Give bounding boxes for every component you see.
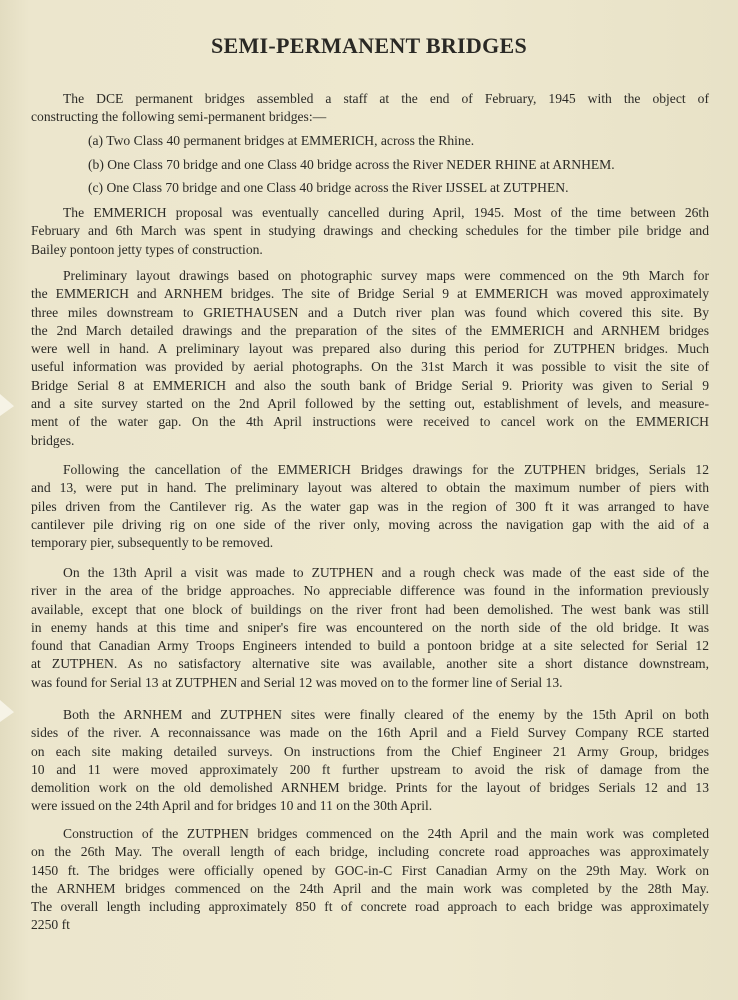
text-line: Following the cancellation of the EMMERICH Bridges drawings for the ZUTPHEN bridges, Serials 12 [63, 462, 709, 477]
text-line: the 2nd March detailed drawings and the preparation of the sites of the EMMERICH and ARNHEM bridges [31, 322, 709, 338]
text-line: the ARNHEM bridges commenced on the 24th April and the main work was completed by the 28th May. [31, 880, 709, 896]
paragraph [31, 267, 709, 450]
text-line: constructing the following semi-permanent bridges:— [31, 109, 327, 125]
text-line: 2250 ft [31, 917, 70, 933]
text-line: cantilever pile driving rig on one side of the river only, moving across the navigation gap with the aid of a [31, 516, 709, 532]
text-line: Bridge Serial 8 at EMMERICH and also the south bank of Bridge Serial 9. Priority was given to Serial 9 [31, 377, 709, 393]
page-title: SEMI-PERMANENT BRIDGES [210, 33, 528, 58]
text-line: February and 6th March was spent in studying drawings and checking schedules for the timber pile bridge and [31, 223, 709, 239]
text-line: were well in hand. A preliminary layout was prepared also during this period for ZUTPHEN bridges. Much [31, 341, 709, 357]
text-line: 1450 ft. The bridges were officially opened by GOC-in-C First Canadian Army on the 29th May. Work on [31, 862, 709, 878]
text-line: Construction of the ZUTPHEN bridges commenced on the 24th April and the main work was completed [63, 826, 709, 841]
text-line: Bailey pontoon jetty types of construction. [31, 241, 263, 257]
text-line: available, except that one block of buildings on the river front had been demolished. The west bank was still [31, 601, 709, 617]
text-line: ment of the water gap. On the 4th April instructions were received to cancel work on the EMMERICH [31, 414, 709, 430]
text-line: at ZUTPHEN. As no satisfactory alternative site was available, another site a short distance downstream, [31, 656, 709, 672]
text-line: was found for Serial 13 at ZUTPHEN and Serial 12 was moved on to the former line of Serial 13. [31, 674, 563, 690]
text-line: Both the ARNHEM and ZUTPHEN sites were finally cleared of the enemy by the 15th April on both [63, 707, 709, 722]
bridge-list [88, 133, 615, 204]
intro-paragraph [31, 90, 709, 127]
paper-tear [0, 700, 14, 722]
text-line: bridges. [31, 432, 75, 448]
text-line: On the 13th April a visit was made to ZUTPHEN and a rough check was made of the east side of the [63, 565, 709, 580]
text-line: in enemy hands at this time and sniper's fire was encountered on the north side of the old bridge. It was [31, 619, 709, 635]
paragraph [31, 461, 709, 552]
text-line: The DCE permanent bridges assembled a staff at the end of February, 1945 with the object of [63, 91, 709, 106]
paragraph [31, 204, 709, 259]
list-item: (c) One Class 70 bridge and one Class 40 bridge across the River IJSSEL at ZUTPHEN. [88, 180, 569, 195]
text-line: on each site making detailed surveys. On instructions from the Chief Engineer 21 Army Group, bridges [31, 743, 709, 759]
text-line: and a site survey started on the 2nd April followed by the setting out, establishment of levels, and measure- [31, 396, 709, 412]
text-line: Preliminary layout drawings based on photographic survey maps were commenced on the 9th March for [63, 268, 709, 283]
text-line: on the 26th May. The overall length of each bridge, including concrete road approaches was approximately [31, 844, 709, 860]
text-line: 10 and 11 were moved approximately 200 ft further upstream to avoid the risk of damage from the [31, 761, 709, 777]
paragraph [31, 706, 709, 816]
text-line: demolition work on the old demolished ARNHEM bridge. Prints for the layout of bridges Serials 12 and 13 [31, 780, 709, 796]
list-item: (b) One Class 70 bridge and one Class 40 bridge across the River NEDER RHINE at ARNHEM. [88, 156, 615, 172]
paragraph [31, 564, 709, 692]
paragraph [31, 825, 709, 935]
text-line: sides of the river. A reconnaissance was made on the 16th April and a Field Survey Company RCE started [31, 725, 709, 741]
text-line: useful information was provided by aerial photographs. On the 31st March it was possible to visit the site of [31, 359, 709, 375]
text-line: The overall length including approximately 850 ft of concrete road approach to each bridge was approximately [31, 899, 709, 915]
text-line: found that Canadian Army Troops Engineers intended to build a pontoon bridge at a site selected for Serial 12 [31, 638, 709, 654]
text-line: were issued on the 24th April and for bridges 10 and 11 on the 30th April. [31, 798, 433, 814]
list-item: (a) Two Class 40 permanent bridges at EMMERICH, across the Rhine. [88, 133, 475, 148]
text-line: river in the area of the bridge approaches. No appreciable difference was found in the information previously [31, 583, 709, 599]
text-line: and 13, were put in hand. The preliminary layout was altered to obtain the maximum number of piers with [31, 480, 709, 496]
text-line: three miles downstream to GRIETHAUSEN and a Dutch river plan was found which covered this site. By [31, 304, 709, 320]
text-line: temporary pier, subsequently to be removed. [31, 535, 274, 551]
paper-tear [0, 394, 14, 416]
text-line: The EMMERICH proposal was eventually cancelled during April, 1945. Most of the time between 26th [63, 205, 709, 220]
text-line: the EMMERICH and ARNHEM bridges. The site of Bridge Serial 9 at EMMERICH was moved approximately [31, 286, 709, 302]
text-line: piles driven from the Cantilever rig. As the water gap was in the region of 300 ft it was arranged to have [31, 498, 709, 514]
